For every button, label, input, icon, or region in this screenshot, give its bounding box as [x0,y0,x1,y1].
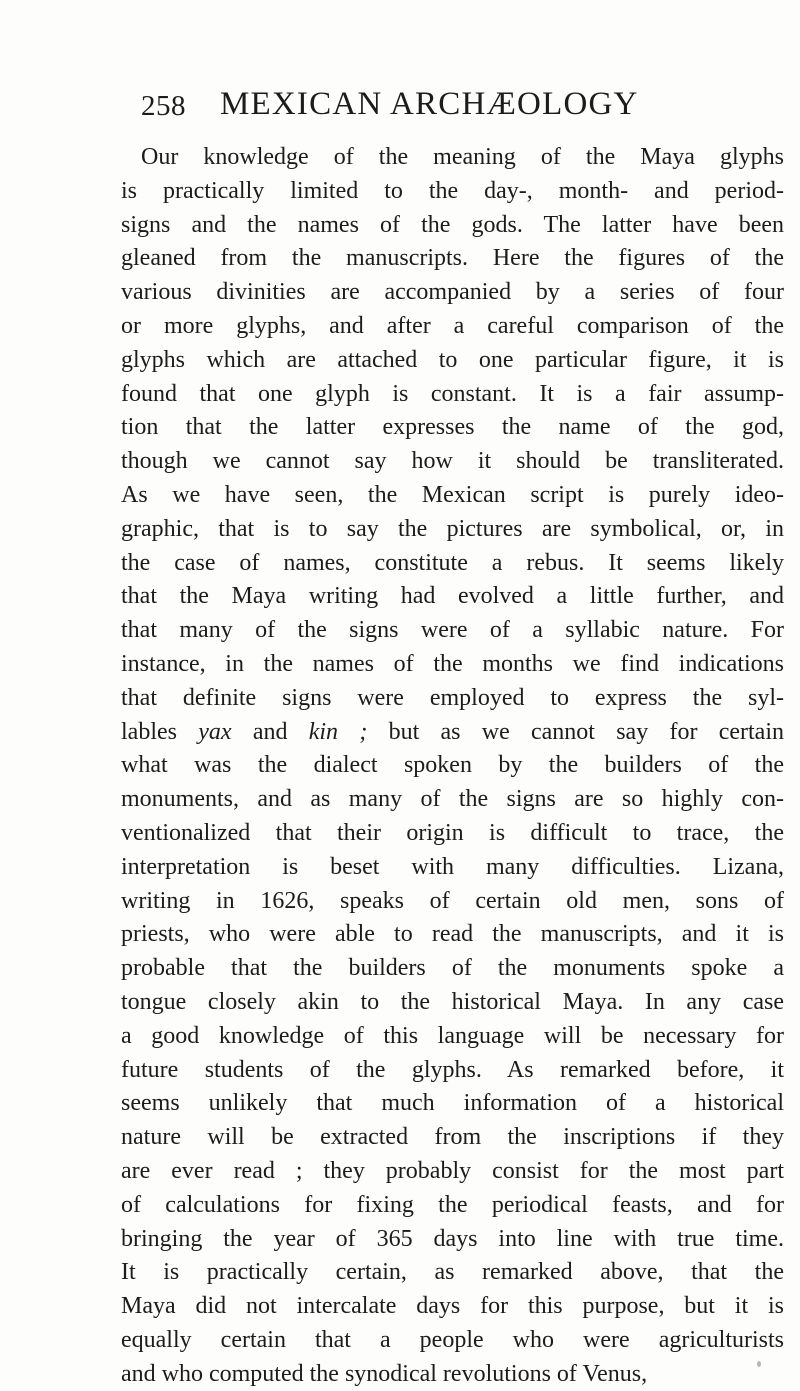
text-line: monuments, and as many of the signs are so highly con- [121,786,784,813]
text-line: instance, in the names of the months we find indications [121,650,784,677]
text-line: signs and the names of the gods. The latter have been [121,211,784,238]
text-line: Our knowledge of the meaning of the Maya glyphs [141,144,784,170]
text-line: and who computed the synodical revolutions of Venus, [121,1360,648,1387]
text-line: interpretation is beset with many difficulties. Lizana, [121,853,784,880]
text-line: tongue closely akin to the historical Maya. In any case [121,988,784,1015]
text-line: a good knowledge of this language will be necessary for [121,1022,784,1049]
italic-term: kin ; [308,718,368,745]
text-line: future students of the glyphs. As remarked before, it [121,1056,784,1083]
text-line: As we have seen, the Mexican script is purely ideo- [121,481,784,508]
text-line: priests, who were able to read the manuscripts, and it is [121,921,784,948]
text-line: probable that the builders of the monuments spoke a [121,955,784,982]
text-line: equally certain that a people who were agriculturists [121,1326,784,1353]
text-line: nature will be extracted from the inscriptions if they [121,1124,784,1151]
text-line: that many of the signs were of a syllabic nature. For [121,617,784,644]
text-line: or more glyphs, and after a careful comparison of the [121,312,784,339]
text-line: are ever read ; they probably consist for the most part [121,1157,784,1184]
text-line: graphic, that is to say the pictures are symbolical, or, in [121,515,784,542]
text-line: of calculations for fixing the periodical feasts, and for [121,1191,784,1218]
text-line: that the Maya writing had evolved a little further, and [121,583,784,610]
text-line: that definite signs were employed to express the syl- [121,684,784,711]
text-line: found that one glyph is constant. It is a fair assump- [121,380,784,407]
text-line: ventionalized that their origin is difficult to trace, the [121,819,784,846]
text-line: It is practically certain, as remarked above, that the [121,1259,784,1286]
text-line: bringing the year of 365 days into line with true time. [121,1225,784,1252]
text-line: gleaned from the manuscripts. Here the figures of the [121,245,784,272]
text-line: what was the dialect spoken by the builders of the [121,752,784,779]
italic-term: yax [198,718,232,745]
text-line: Maya did not intercalate days for this purpose, but it is [121,1293,784,1320]
text-line: writing in 1626, speaks of certain old men, sons of [121,887,784,914]
text-line: though we cannot say how it should be transliterated. [121,448,784,475]
text-line: seems unlikely that much information of a historical [121,1090,784,1117]
text-line: lables yax and kin ; but as we cannot say for certain [121,718,785,745]
page-number: 258 [141,90,186,122]
body-text [121,141,784,1391]
running-head [141,86,701,130]
text-line: is practically limited to the day-, month- and period- [121,177,784,204]
text-line: tion that the latter expresses the name of the god, [121,414,784,441]
text-line: the case of names, constitute a rebus. It seems likely [121,549,784,576]
text-line: various divinities are accompanied by a series of four [121,279,784,306]
paper-speck [757,1361,761,1367]
running-title: MEXICAN ARCHÆOLOGY [220,86,639,122]
text-line: glyphs which are attached to one particular figure, it is [121,346,784,373]
